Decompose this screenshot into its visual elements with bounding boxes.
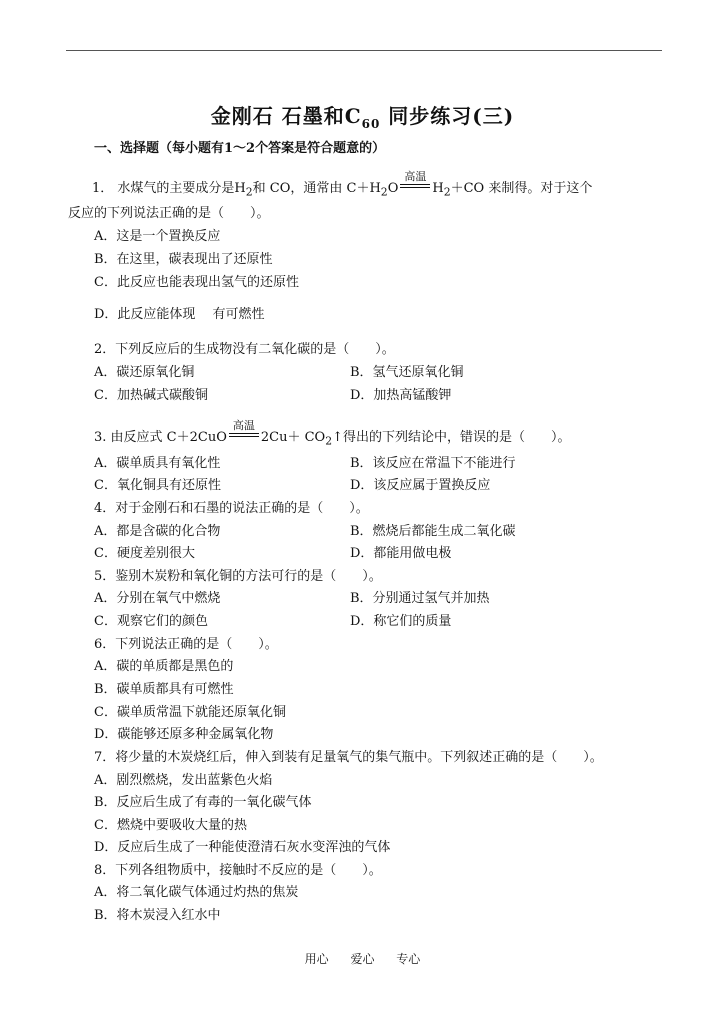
reaction-condition: 高温: [227, 425, 261, 443]
page-title: 金刚石 石墨和$C_{60}$ 同步练习(三): [210, 104, 515, 131]
question-1-stem: 1． 水煤气的主要成分是$H_2$和 CO，通常由 $C+H_2O$ 高温 $H_2+CO$ 来制得。对于这个: [92, 170, 593, 199]
question-1-option-a: A．这是一个置换反应: [94, 229, 221, 244]
question-3-option-c: C．氧化铜具有还原性: [94, 478, 221, 493]
header-rule: [66, 50, 662, 51]
question-8-option-a: A．将二氧化碳气体通过灼热的焦炭: [94, 885, 299, 900]
question-7-option-d: D．反应后生成了一种能使澄清石灰水变浑浊的气体: [94, 840, 391, 855]
question-2-option-a: A．碳还原氧化铜: [94, 365, 195, 380]
question-2-option-d: D．加热高锰酸钾: [350, 388, 452, 403]
question-6-option-b: B．碳单质都具有可燃性: [94, 682, 234, 697]
question-7-option-b: B．反应后生成了有毒的一氧化碳气体: [94, 795, 312, 810]
question-4-option-a: A．都是含碳的化合物: [94, 524, 221, 539]
question-1-option-c: C．此反应也能表现出氢气的还原性: [94, 275, 299, 290]
question-6-option-a: A．碳的单质都是黑色的: [94, 659, 234, 674]
question-8-stem: 8．下列各组物质中，接触时不反应的是（ ）。: [94, 863, 382, 878]
question-1-option-d: D．此反应能体现 有可燃性: [94, 307, 265, 322]
question-2-stem: 2．下列反应后的生成物没有二氧化碳的是（ ）。: [94, 342, 395, 357]
question-4-option-c: C．硬度差别很大: [94, 546, 195, 561]
question-8-option-b: B．将木炭浸入红水中: [94, 908, 221, 923]
question-2-option-c: C．加热碱式碳酸铜: [94, 388, 208, 403]
question-4-option-b: B．燃烧后都能生成二氧化碳: [350, 524, 516, 539]
question-5-option-a: A．分别在氧气中燃烧: [94, 591, 221, 606]
question-6-stem: 6．下列说法正确的是（ ）。: [94, 637, 278, 652]
question-7-option-c: C．燃烧中要吸收大量的热: [94, 818, 247, 833]
question-6-option-c: C．碳单质常温下就能还原氧化铜: [94, 705, 286, 720]
question-5-option-b: B．分别通过氢气并加热: [350, 591, 490, 606]
question-4-option-d: D．都能用做电极: [350, 546, 452, 561]
question-1-option-b: B．在这里，碳表现出了还原性: [94, 252, 273, 267]
question-3-option-a: A．碳单质具有氧化性: [94, 456, 221, 471]
question-1-stem-cont: 反应的下列说法正确的是（ ）。: [68, 206, 270, 221]
question-5-stem: 5．鉴别木炭粉和氧化铜的方法可行的是（ ）。: [94, 569, 382, 584]
question-4-stem: 4．对于金刚石和石墨的说法正确的是（ ）。: [94, 501, 369, 516]
question-7-option-a: A．剧烈燃烧，发出蓝紫色火焰: [94, 773, 273, 788]
reaction-condition: 高温: [398, 176, 432, 194]
section-heading: 一、选择题（每小题有1～2个答案是符合题意的）: [94, 141, 386, 156]
question-6-option-d: D．碳能够还原多种金属氧化物: [94, 727, 274, 742]
question-3-option-d: D．该反应属于置换反应: [350, 478, 491, 493]
question-2-option-b: B．氢气还原氧化铜: [350, 365, 464, 380]
question-5-option-d: D．称它们的质量: [350, 614, 452, 629]
question-7-stem: 7．将少量的木炭烧红后，伸入到装有足量氧气的集气瓶中。下列叙述正确的是（ ）。: [94, 750, 603, 765]
question-5-option-c: C．观察它们的颜色: [94, 614, 208, 629]
question-3-option-b: B．该反应在常温下不能进行: [350, 456, 516, 471]
question-3-stem: 3. 由反应式 C＋2CuO 高温 $2Cu+ CO_2↑$得出的下列结论中，错误的是（ ）。: [94, 419, 571, 448]
page-footer: 用心 爱心 专心: [304, 952, 421, 966]
